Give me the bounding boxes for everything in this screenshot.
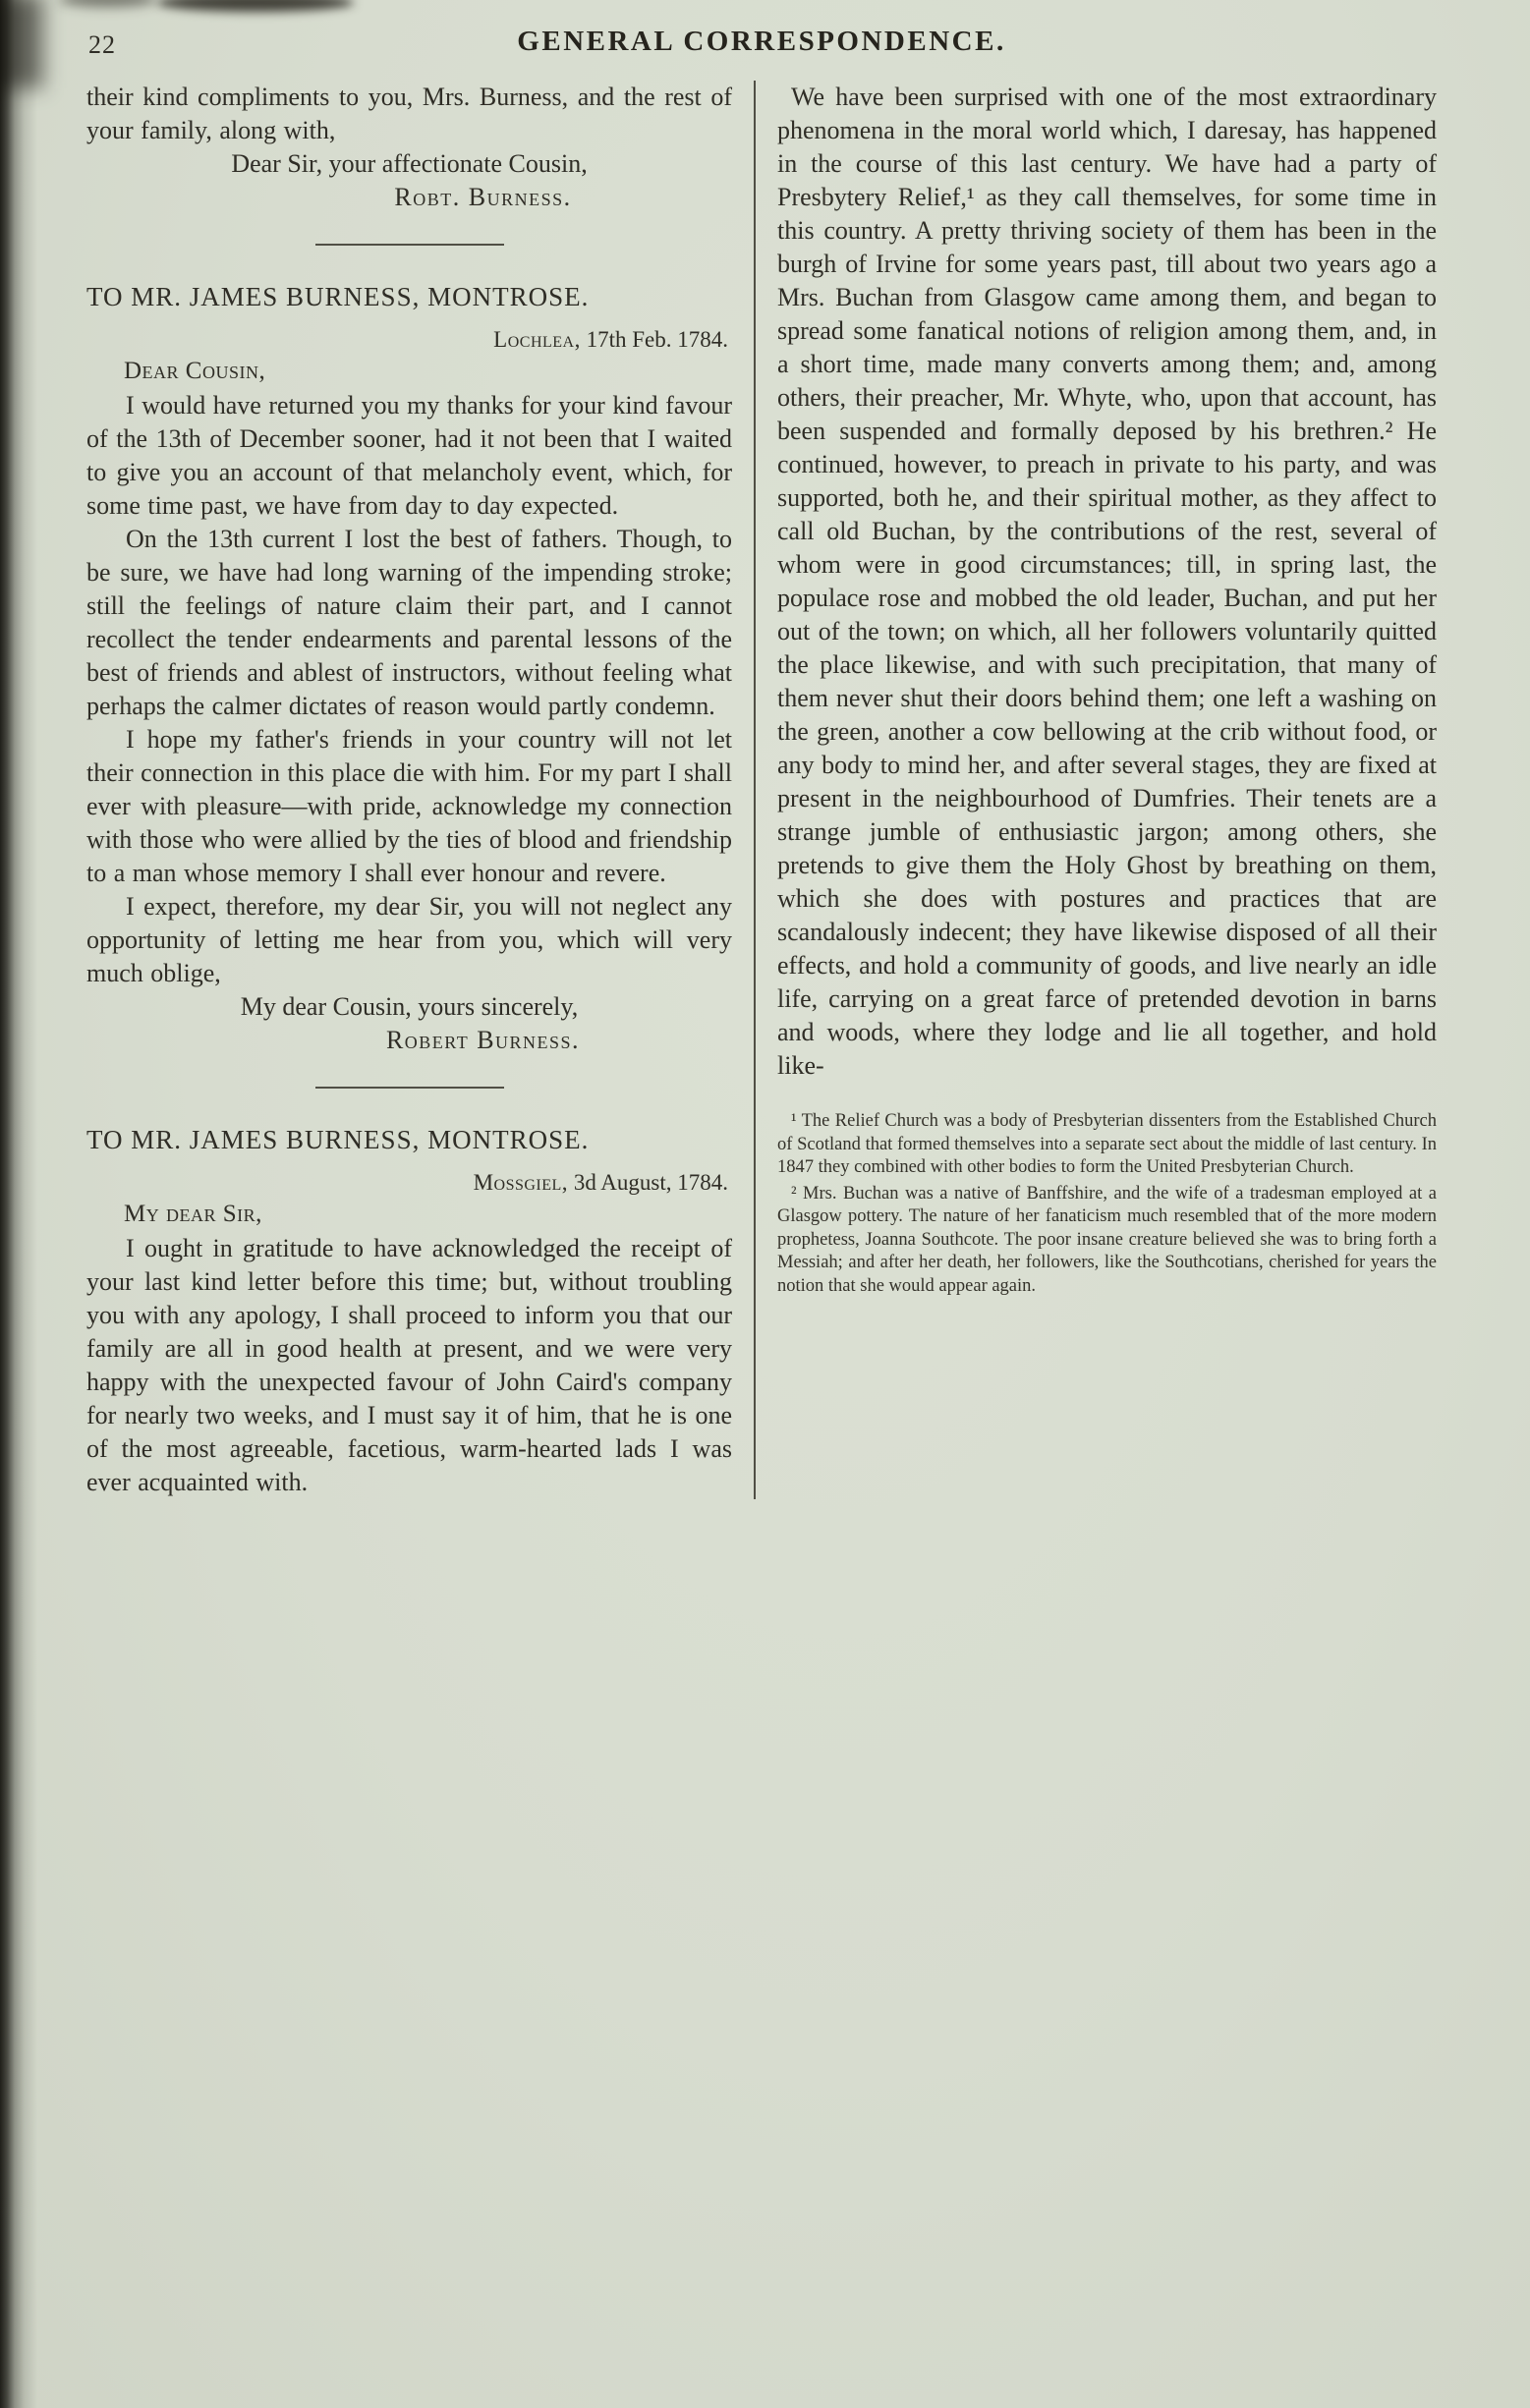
page-header (86, 26, 1437, 75)
valediction-line: My dear Cousin, yours sincerely, (240, 992, 579, 1021)
dateline-date: 17th Feb. 1784. (580, 327, 728, 352)
letter-salutation: Dear Cousin, (124, 358, 266, 384)
signature-line: Robt. Burness. (394, 183, 572, 211)
letter-continuation-paragraph: their kind compliments to you, Mrs. Burness, and the rest of your family, along with, (86, 83, 732, 144)
scan-smudge (0, 0, 43, 88)
two-column-layout (86, 81, 1437, 1499)
section-divider-rule (315, 1087, 504, 1089)
letter-salutation: My dear Sir, (124, 1201, 262, 1227)
dateline-date: 3d August, 1784. (568, 1170, 728, 1195)
letter-heading: TO MR. JAMES BURNESS, MONTROSE. (86, 1125, 590, 1154)
section-divider-rule (315, 244, 504, 246)
signature-line: Robert Burness. (385, 1026, 581, 1054)
right-column (777, 81, 1437, 1499)
letter-heading: TO MR. JAMES BURNESS, MONTROSE. (86, 282, 590, 311)
letter-paragraph: I would have returned you my thanks for your kind favour of the 13th of December sooner, had it not been that I waited to give you an account of that melancholy event, which, for some time past, we have from day to day expected. (86, 391, 732, 520)
letter-dateline (86, 324, 732, 356)
page-title: GENERAL CORRESPONDENCE. (517, 26, 1006, 57)
letter-paragraph: On the 13th current I lost the best of fathers. Though, to be sure, we have had long warning of the impending stroke; still the feelings of nature claim their part, and I cannot recollect the tender endearments and parental lessons of the best of friends and ablest of instructors, without feeling what perhaps the calmer dictates of reason would partly condemn. (86, 525, 732, 720)
footnote-2: ² Mrs. Buchan was a native of Banffshire, and the wife of a tradesman employed at a Glasgow pottery. The nature of her fanaticism much resembled that of the more modern prophetess, Joanna Southcote. The poor insane creature believed she was to bring forth a Messiah; and after her death, her followers, like the Southcotians, cherished for years the notion that she would appear again. (777, 1183, 1437, 1296)
letter-paragraph: I ought in gratitude to have acknowledged the receipt of your last kind letter before this time; but, without troubling you with any apology, I shall proceed to inform you that our family are all in good health at present, and we were very happy with the unexpected favour of John Caird's company for nearly two weeks, and I must say it of him, that he is one of the most agreeable, facetious, warm-hearted lads I was ever acquainted with. (86, 1234, 732, 1496)
column-divider-rule (754, 81, 756, 1499)
left-column (86, 81, 732, 1499)
dateline-place: Mossgiel, (473, 1170, 569, 1195)
footnote-1: ¹ The Relief Church was a body of Presbyterian dissenters from the Established Church of Scotland that formed themselves into a separate sect about the middle of last century. In 1847 they combined with other bodies to form the United Presbyterian Church. (777, 1111, 1437, 1177)
letter-paragraph: I hope my father's friends in your country will not let their connection in this place die with him. For my part I shall ever with pleasure—with pride, acknowledge my connection with those who were allied by the ties of blood and friendship to a man whose memory I shall ever honour and revere. (86, 725, 732, 887)
letter-paragraph: I expect, therefore, my dear Sir, you will not neglect any opportunity of letting me hear from you, which will very much oblige, (86, 892, 732, 987)
dateline-place: Lochlea, (493, 327, 581, 352)
page-number: 22 (88, 30, 116, 59)
footnote-section (777, 1110, 1437, 1298)
letter-dateline (86, 1167, 732, 1199)
valediction-line: Dear Sir, your affectionate Cousin, (231, 149, 588, 178)
letter-paragraph: We have been surprised with one of the most extraordinary phenomena in the moral world which, I daresay, has happened in the course of this last century. We have had a party of Presbytery Relief,¹ as they call themselves, for some time in this country. A pretty thriving society of them has been in the burgh of Irvine for some years past, till about two years ago a Mrs. Buchan from Glasgow came among them, and began to spread some fanatical notions of religion among them, and, in a short time, made many converts among them; and, among others, their preacher, Mr. Whyte, who, upon that account, has been suspended and formally deposed by his brethren.² He continued, however, to preach in private to his party, and was supported, both he, and their spiritual mother, as they affect to call old Buchan, by the contributions of the rest, several of whom were in good circumstances; till, in spring last, the populace rose and mobbed the old leader, Buchan, and put her out of the town; on which, all her followers voluntarily quitted the place likewise, and with such precipitation, that many of them never shut their doors behind them; one left a washing on the green, another a cow bellowing at the crib without food, or any body to mind her, and after several stages, they are fixed at present in the neighbourhood of Dumfries. Their tenets are a strange jumble of enthusiastic jargon; among others, she pretends to give them the Holy Ghost by breathing on them, which she does with postures and practices that are scandalously indecent; they have likewise disposed of all their effects, and hold a community of goods, and live nearly an idle life, carrying on a great farce of pretended devotion in barns and woods, where they lodge and lie all together, and hold like- (777, 83, 1437, 1080)
